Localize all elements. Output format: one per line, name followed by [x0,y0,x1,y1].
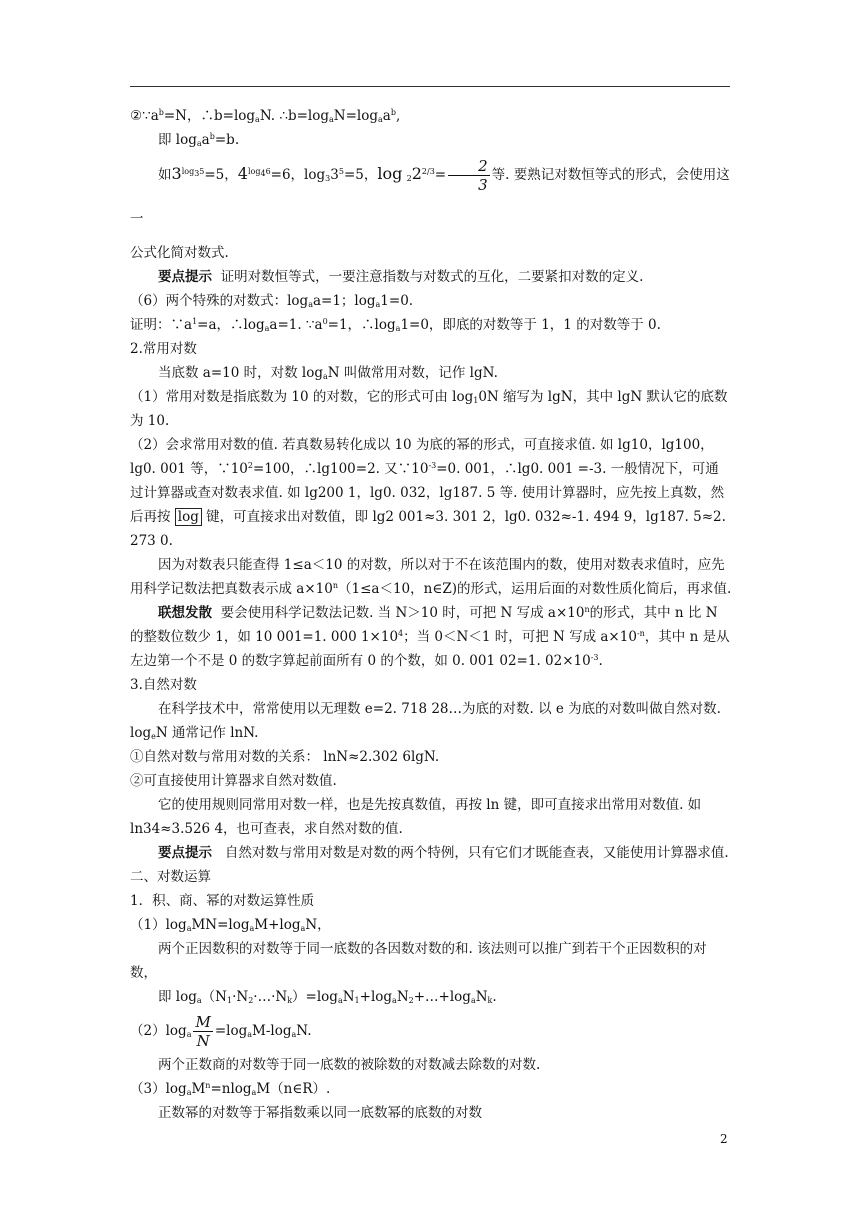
common-log-2: （2）会求常用对数的值. 若真数易转化成以 10 为底的幂的形式，可直接求值. 如 lg10，lg100，lg0. 001 等，$\because 10^2=100$，∴lg100=2. 又$\because 10^{-3}=0$. 001，∴lg0. 001 =-3. 一般情况下，可通过计算器或查对数表求值. 如 lg200 1，lg0. 032，lg187. 5 等. 使用计算器时，应先按上真数，然后再按 log 键，可直接求出对数值，即 lg2 001≈3. 301 2，lg0. 032≈-1. 494 9，lg187. 5≈2. 273 0. [130,437,726,549]
part-2-heading: 二、对数运算 [130,869,211,885]
natural-log-calc: ②可直接使用计算器求自然对数值. [130,773,337,789]
natural-log-def: 在科学技术中，常常使用以无理数 e=2. 718 28…为底的对数. 以 e 为底的对数叫做自然对数. $\log_eN$ 通常记作 lnN. [130,701,721,741]
rule-1-desc: 两个正因数积的对数等于同一底数的各因数对数的和. 该法则可以推广到若干个正因数积的对数， [130,941,707,981]
fraction-m-over-n: $\frac{M}{N}$ [195,1013,211,1050]
proof-line-1: $②\because a^b=N$，$\therefore b=\log_aN$. $\therefore b=\log_aN=\log_aa^b$, [130,108,401,124]
section-3-heading: 3.自然对数 [130,677,197,693]
common-log-1: （1）常用对数是指底数为 10 的对数，它的形式可由 $\log_10N$ 缩写为 lgN，其中 lgN 默认它的底数为 10. [130,389,728,429]
header-rule [130,86,730,87]
document-body [130,104,732,1125]
rule-2: $(2)\log_a$ $\frac{M}{N}$ $=\log_aM-\log_aN$. [130,1013,312,1050]
rule-1: $(1)\log_aMN=\log_aM+\log_aN$， [130,917,331,933]
fraction-two-thirds: $\frac{2}{3}$ [448,157,490,194]
tip-1: 要点提示 证明对数恒等式，一要注意指数与对数式的互化，二要紧扣对数的定义. [158,269,644,285]
special-logs-proof: 证明：$\because a^1=a$，$\therefore\log_aa=1$. $\because a^0=1$，$\therefore\log_a1=0$，即底的对数等于 1，1 的对数等于 0. [130,317,661,333]
log-rules-heading: 1．积、商、幂的对数运算性质 [130,893,315,909]
example-line: 如$3^{log_35}=5$，$4^{log_46}=6$，$\log_33^5=5$，$\log _22^{2/3}=$ $\frac{2}{3}$ 等. 要熟记对数恒等式的形式，会使用这一 [130,157,730,227]
log-table-paragraph: 因为对数表只能查得 1≤a＜10 的对数，所以对于不在该范围内的数，使用对数表求值时，应先用科学记数法把真数表示成 $a\times 10^n(1\le a<10$，n∈Z)的形式，运用后面的对数性质化简后，再求值. [130,557,732,597]
rule-1-general: 即 $\log_a(N_1\cdot N_2\cdot\dots\cdot N_k)=\log_aN_1+\log_aN_2+\dots+\log_aN_k$. [158,989,497,1005]
tip-3: 要点提示 自然对数与常用对数是对数的两个特例，只有它们才既能查表，又能使用计算器求值. [158,845,729,861]
tip-2: 联想发散 要会使用科学记数法记数. 当 N＞10 时，可把 N 写成 $a\times 10^n$的形式，其中 n 比 N 的整数位数少 1，如 10 001=1. 000 $1\times 10^4$；当 0＜N＜1 时，可把 N 写成 $a\times 10^{-n}$，其中 n 是从左边第一个不是 0 的数字算起前面所有 0 的个数，如 0. 001 02=1. $02\times 10^{-3}$. [130,605,730,669]
special-logs: （6）两个特殊的对数式：$\log_aa=1$；$\log_a1=0$. [130,293,414,309]
common-log-def: 当底数 a=10 时，对数 $\log_aN$ 叫做常用对数，记作 lgN. [158,365,498,381]
rule-2-desc: 两个正数商的对数等于同一底数的被除数的对数减去除数的对数. [158,1057,541,1073]
rule-3: $(3)\log_aM^n=nlog_aM(n\in R)$. [130,1081,331,1097]
natural-log-relation: ①自然对数与常用对数的关系： lnN≈2.302 6lgN. [130,749,440,765]
page-number: 2 [720,1132,728,1146]
natural-log-usage: 它的使用规则同常用对数一样，也是先按真数值，再按 ln 键，即可直接求出常用对数值. 如 ln34≈3.526 4，也可查表，求自然对数的值. [130,797,702,837]
log-key: log [175,508,202,526]
proof-line-2: 即 $\log_aa^b=b$. [158,132,240,148]
section-2-heading: 2.常用对数 [130,341,197,357]
example-line-cont: 公式化简对数式. [130,245,229,261]
rule-3-desc: 正数幂的对数等于幂指数乘以同一底数幂的底数的对数 [158,1105,482,1121]
